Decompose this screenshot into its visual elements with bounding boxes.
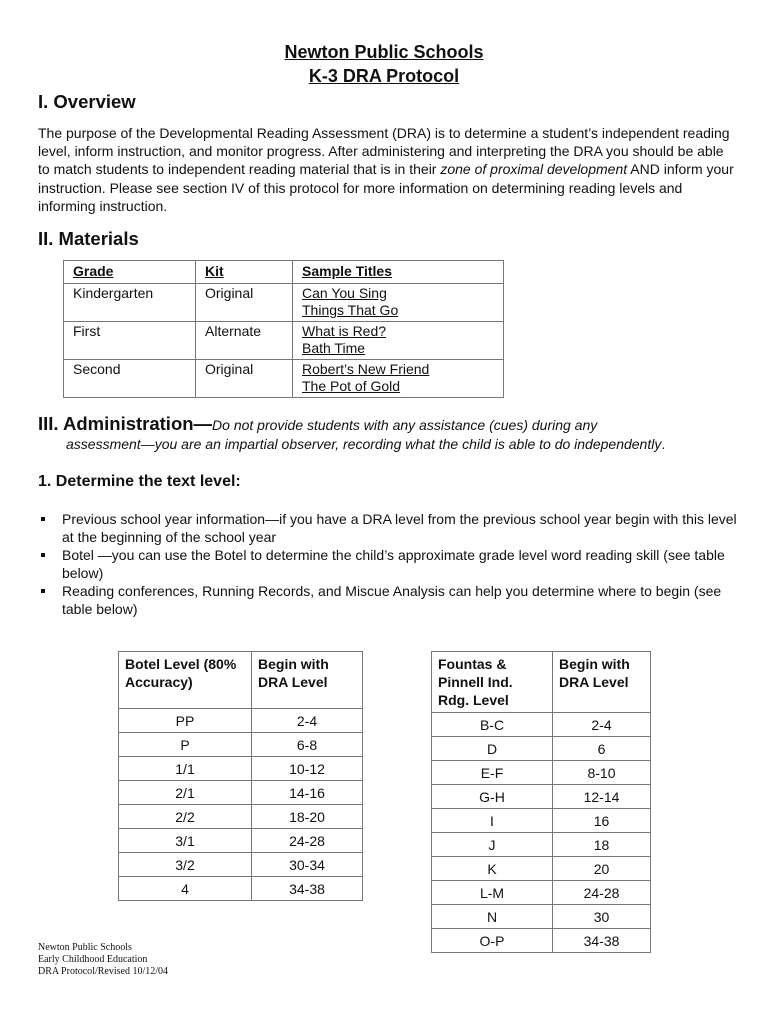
fountas-header-row	[432, 652, 651, 713]
grade-cell: First	[64, 321, 196, 359]
overview-heading: I. Overview	[38, 91, 136, 112]
col-header-sample-titles: Sample Titles	[293, 261, 504, 284]
materials-heading: II. Materials	[38, 228, 139, 249]
administration-heading: III. Administration—	[38, 413, 213, 434]
botel-level-cell: 3/1	[119, 829, 252, 853]
fountas-level-cell: I	[432, 809, 553, 833]
overview-text-a: The purpose of the Developmental Reading Assessment (DRA) is to determine a student’s independent reading level, inform instruction, and monitor progress. After administering and interpreting the DRA you should be able to match students to independent reading material that is in their	[38, 125, 730, 178]
table-row	[432, 785, 651, 809]
table-row	[119, 805, 363, 829]
table-row	[432, 713, 651, 737]
kit-cell: Original	[196, 283, 293, 321]
dra-level-cell: 18-20	[252, 805, 363, 829]
kit-cell: Original	[196, 359, 293, 397]
sample-title: Bath Time	[302, 340, 366, 356]
table-row	[64, 321, 504, 359]
fountas-level-cell: L-M	[432, 881, 553, 905]
dra-level-cell: 30-34	[252, 853, 363, 877]
titles-cell	[293, 359, 504, 397]
botel-level-cell: 2/1	[119, 781, 252, 805]
dra-level-cell: 12-14	[553, 785, 651, 809]
overview-text-b: AND inform your instruction. Please see section IV of this protocol for more information on determining reading levels and informing instruction.	[38, 161, 734, 214]
overview-emphasis: zone of proximal development	[440, 161, 628, 178]
col-header-fountas-level: Fountas & Pinnell Ind. Rdg. Level	[432, 652, 553, 713]
table-row	[119, 853, 363, 877]
fountas-level-cell: K	[432, 857, 553, 881]
sample-title: The Pot of Gold	[302, 378, 401, 394]
table-row	[119, 709, 363, 733]
fountas-level-cell: B-C	[432, 713, 553, 737]
sample-title: What is Red?	[302, 322, 387, 339]
titles-cell	[293, 321, 504, 359]
footer	[38, 942, 168, 978]
fountas-level-cell: G-H	[432, 785, 553, 809]
col-header-begin-dra: Begin with DRA Level	[252, 652, 363, 709]
table-row	[432, 929, 651, 953]
table-row	[119, 829, 363, 853]
materials-table	[63, 260, 504, 398]
fountas-level-cell: J	[432, 833, 553, 857]
dra-level-cell: 14-16	[252, 781, 363, 805]
table-row	[64, 359, 504, 397]
list-item: Reading conferences, Running Records, and Miscue Analysis can help you determine where to begin (see table below)	[38, 582, 738, 618]
administration-section	[38, 413, 753, 452]
dra-level-cell: 34-38	[553, 929, 651, 953]
dra-level-cell: 6-8	[252, 733, 363, 757]
dra-level-cell: 24-28	[553, 881, 651, 905]
materials-header-row	[64, 261, 504, 284]
table-row	[119, 877, 363, 901]
administration-note-line1: Do not provide students with any assistance (cues) during any	[212, 417, 598, 433]
table-row	[432, 881, 651, 905]
botel-level-cell: 4	[119, 877, 252, 901]
botel-level-cell: 3/2	[119, 853, 252, 877]
dra-level-cell: 20	[553, 857, 651, 881]
dra-level-cell: 18	[553, 833, 651, 857]
fountas-level-cell: D	[432, 737, 553, 761]
administration-note-text: assessment—you are an impartial observer, recording what the child is able to do independently	[66, 436, 662, 452]
dra-level-cell: 2-4	[553, 713, 651, 737]
administration-note-period: .	[661, 436, 666, 452]
titles-cell	[293, 283, 504, 321]
botel-header-row	[119, 652, 363, 709]
footer-line: DRA Protocol/Revised 10/12/04	[38, 966, 168, 977]
grade-cell: Kindergarten	[64, 283, 196, 321]
dra-level-cell: 8-10	[553, 761, 651, 785]
administration-note-line2	[38, 436, 753, 452]
fountas-level-cell: E-F	[432, 761, 553, 785]
botel-level-cell: PP	[119, 709, 252, 733]
kit-cell: Alternate	[196, 321, 293, 359]
table-row	[432, 833, 651, 857]
col-header-botel-level: Botel Level (80% Accuracy)	[119, 652, 252, 709]
footer-line: Early Childhood Education	[38, 954, 148, 965]
dra-level-cell: 34-38	[252, 877, 363, 901]
dra-level-cell: 2-4	[252, 709, 363, 733]
col-header-kit: Kit	[196, 261, 293, 284]
table-row	[119, 733, 363, 757]
overview-paragraph	[38, 124, 738, 215]
fountas-level-cell: N	[432, 905, 553, 929]
dra-level-cell: 30	[553, 905, 651, 929]
dra-level-cell: 24-28	[252, 829, 363, 853]
table-row	[432, 905, 651, 929]
fountas-level-cell: O-P	[432, 929, 553, 953]
list-item: Previous school year information—if you have a DRA level from the previous school year begin with this level at the beginning of the school year	[38, 510, 738, 546]
fountas-pinnell-table	[431, 651, 651, 953]
botel-level-cell: 1/1	[119, 757, 252, 781]
sample-title: Can You Sing	[302, 284, 387, 301]
table-row	[432, 857, 651, 881]
botel-level-cell: 2/2	[119, 805, 252, 829]
botel-level-cell: P	[119, 733, 252, 757]
botel-level-table	[118, 651, 363, 901]
text-level-bullets	[38, 510, 738, 618]
table-row	[432, 809, 651, 833]
dra-level-cell: 16	[553, 809, 651, 833]
table-row	[432, 761, 651, 785]
sample-title: Robert’s New Friend	[302, 360, 430, 377]
table-row	[64, 283, 504, 321]
table-row	[432, 737, 651, 761]
col-header-begin-dra: Begin with DRA Level	[553, 652, 651, 713]
col-header-grade: Grade	[64, 261, 196, 284]
table-row	[119, 757, 363, 781]
step-heading: 1. Determine the text level:	[38, 473, 241, 490]
grade-cell: Second	[64, 359, 196, 397]
document-title: Newton Public Schools	[284, 42, 484, 62]
dra-level-cell: 6	[553, 737, 651, 761]
table-row	[119, 781, 363, 805]
list-item: Botel —you can use the Botel to determine the child’s approximate grade level word reading skill (see table below)	[38, 546, 738, 582]
document-subtitle: K-3 DRA Protocol	[308, 66, 460, 86]
dra-level-cell: 10-12	[252, 757, 363, 781]
sample-title: Things That Go	[302, 302, 399, 318]
footer-line: Newton Public Schools	[38, 942, 132, 953]
